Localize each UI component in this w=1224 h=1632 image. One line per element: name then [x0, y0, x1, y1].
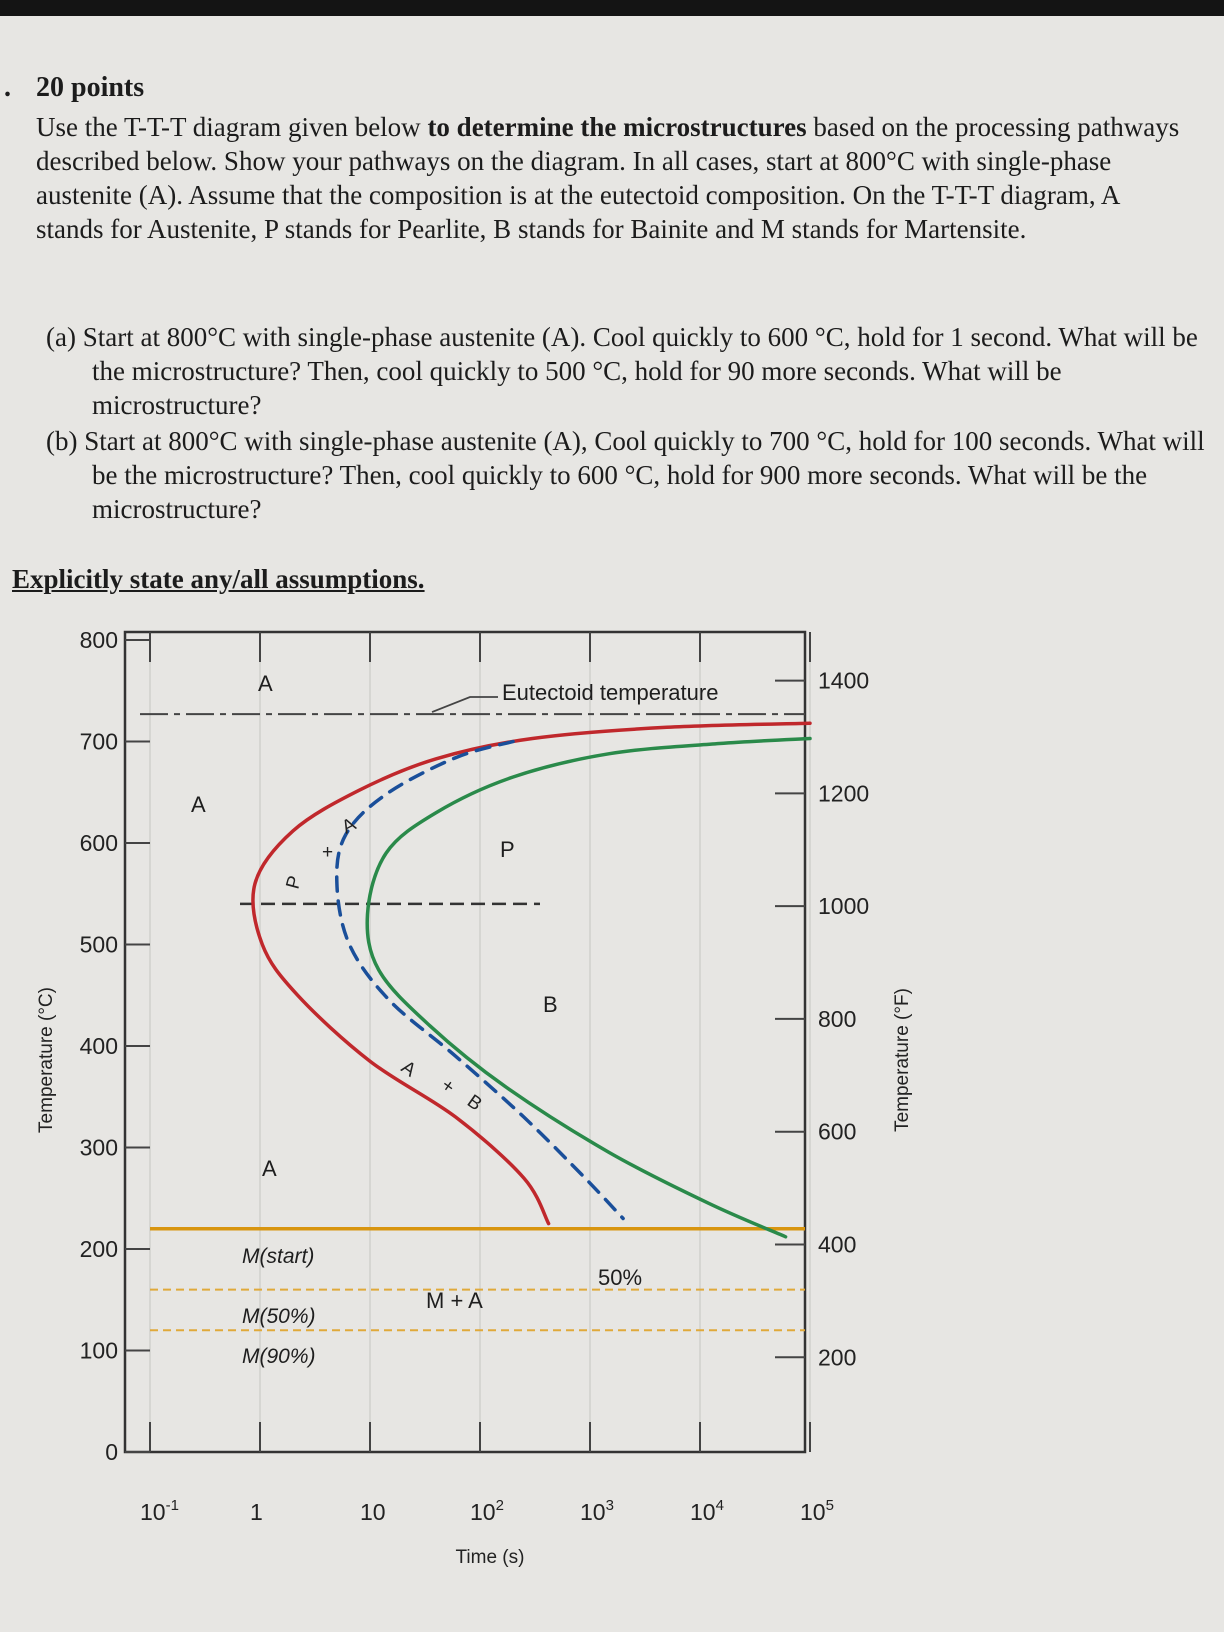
curve-label-a-lower: A: [397, 1056, 420, 1082]
start-curve: [253, 723, 810, 1223]
y-tick-label-left: 500: [79, 931, 118, 958]
intro-emphasis: to determine the microstructures: [427, 112, 807, 142]
y-tick-label-right: 200: [818, 1344, 857, 1371]
eutectoid-label: Eutectoid temperature: [502, 680, 719, 705]
y-tick-label-left: 600: [79, 830, 118, 856]
part-b: (b) Start at 800°C with single-phase austenite (A), Cool quickly to 700 °C, hold for 100 seconds. What will be the microstructure? Then, cool quickly to 600 °C, hold for 900 more seconds. What will be the microstructure?: [46, 426, 1205, 524]
curve-label-p-upper: P: [282, 873, 307, 892]
points-heading: 20 points: [36, 72, 145, 103]
x-tick-label: $10^{-1}$: [140, 1497, 179, 1525]
eutectoid-pointer: [432, 697, 498, 712]
region-label-a-left: A: [191, 792, 206, 817]
curve-label-plus-lower: +: [437, 1074, 459, 1099]
region-label-m-plus-a: M + A: [426, 1288, 483, 1313]
y-tick-label-left: 100: [79, 1337, 118, 1364]
label-m-50: M(50%): [242, 1305, 316, 1328]
x-axis-label: Time (s): [455, 1547, 525, 1568]
assumptions-heading: Explicitly state any/all assumptions.: [12, 564, 425, 594]
x-tick-label: $10^3$: [580, 1497, 614, 1525]
y-tick-label-right: 800: [818, 1005, 857, 1032]
y-tick-label-left: 400: [79, 1033, 118, 1059]
y-axis-label-right: Temperature (°F): [892, 988, 913, 1132]
part-a: (a) Start at 800°C with single-phase austenite (A). Cool quickly to 600 °C, hold for 1 second. What will be the microstructure? Then, cool quickly to 500 °C, hold for 90 more seconds. What will be microstructure?: [46, 322, 1198, 420]
y-tick-label-right: 600: [818, 1118, 857, 1145]
y-tick-label-right: 1200: [818, 780, 870, 807]
y-tick-label-left: 800: [79, 627, 118, 653]
x-tick-label: $10^2$: [470, 1497, 504, 1525]
region-label-p: P: [500, 837, 515, 862]
region-label-a-bottom: A: [262, 1156, 277, 1181]
y-tick-label-right: 1400: [818, 667, 870, 694]
intro-text-1: Use the T-T-T diagram given below: [36, 112, 428, 142]
region-labels: [191, 671, 718, 1368]
curve-label-a-upper: A: [338, 813, 360, 839]
region-label-50-percent: 50%: [598, 1265, 643, 1290]
x-tick-label: 1: [250, 1499, 263, 1525]
intro-text-2: based on the processing pathways described below. Show your pathways on the diagram. In all cases, start at 800°C with single-phase austenite (A). Assume that the composition is at the eutectoid composition. On the T-T-T diagram, A stands for Austenite, P stands for Pearlite, B stands for Bainite and M stands for Martensite.: [36, 112, 1180, 244]
y-tick-label-left: 700: [79, 728, 118, 755]
data-lines: [140, 697, 810, 1330]
x-tick-label: $10^5$: [800, 1497, 834, 1525]
label-m-90: M(90%): [242, 1345, 316, 1368]
y-tick-label-left: 300: [79, 1134, 118, 1161]
region-label-b: B: [543, 992, 558, 1017]
y-axis-label-left: Temperature (°C): [36, 987, 57, 1133]
x-tick-label: 10: [360, 1499, 386, 1525]
label-m-start: M(start): [242, 1245, 315, 1268]
question-number: .: [4, 72, 11, 103]
end-curve: [367, 739, 810, 1237]
y-tick-label-right: 400: [818, 1231, 857, 1258]
axes: [80, 627, 870, 1525]
y-tick-label-left: 0: [105, 1439, 118, 1465]
region-label-a-top: A: [258, 671, 273, 696]
x-tick-label: $10^4$: [690, 1497, 724, 1525]
curve-label-plus-upper: +: [322, 842, 334, 863]
y-tick-label-right: 1000: [818, 893, 870, 920]
curve-label-b-lower: B: [463, 1090, 486, 1116]
y-tick-label-left: 200: [79, 1236, 118, 1262]
grid-lines: [150, 632, 810, 1452]
